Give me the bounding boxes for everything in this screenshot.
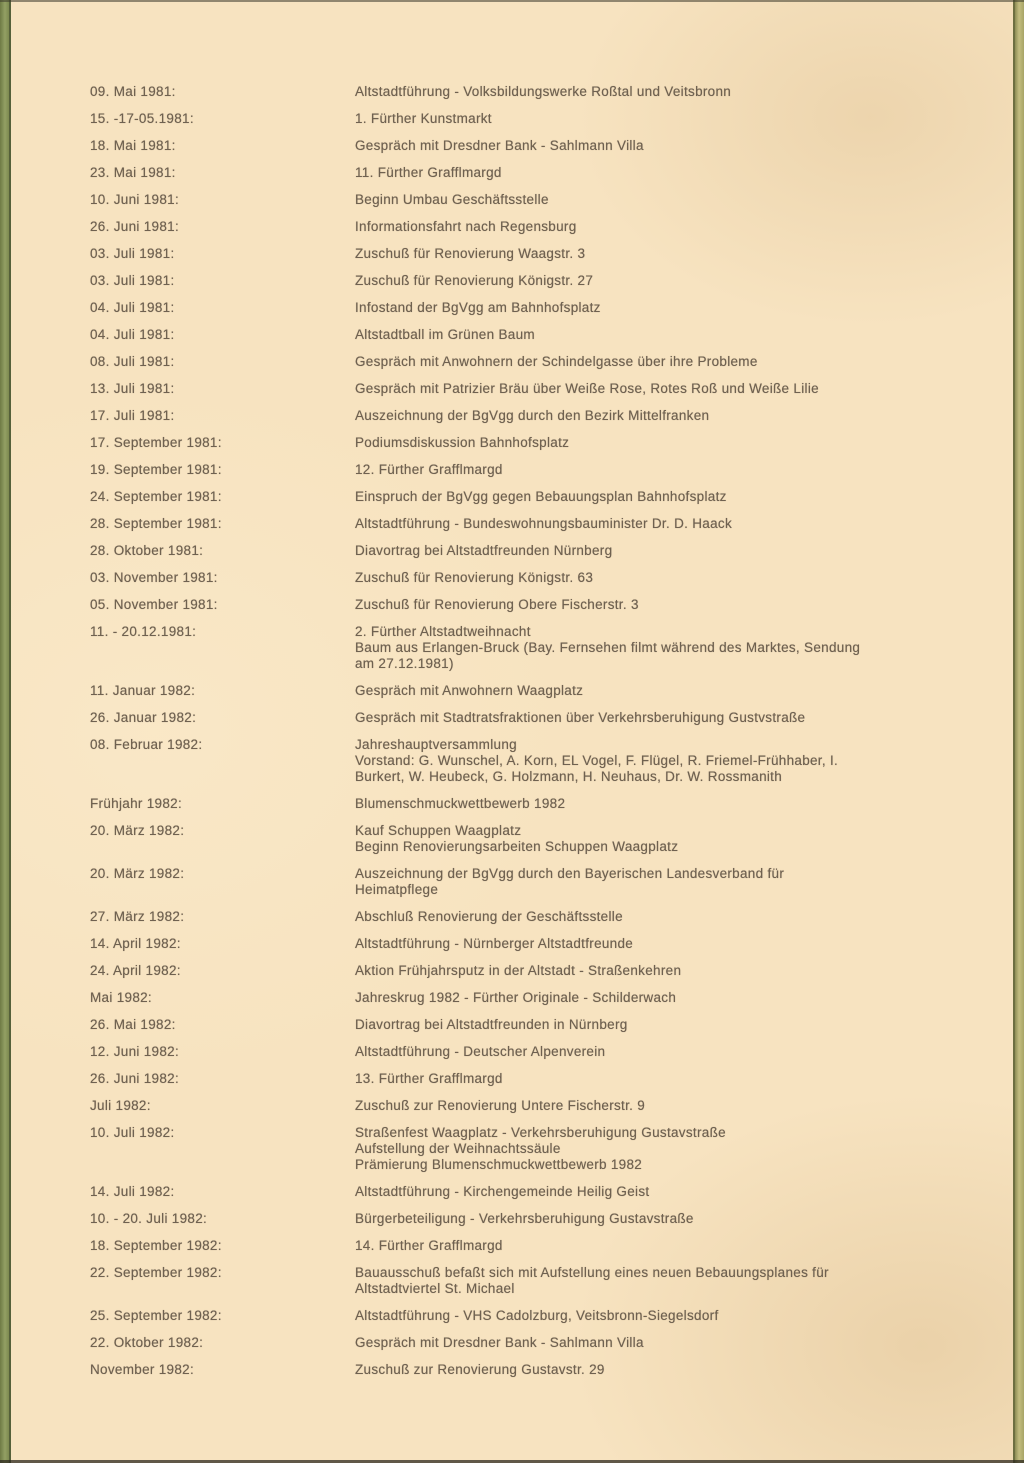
entry-description [355, 1125, 963, 1173]
timeline-entry [90, 354, 970, 370]
entry-description-line: 12. Fürther Grafflmargd [355, 462, 503, 477]
entry-description-line: Baum aus Erlangen-Bruck (Bay. Fernsehen filmt während des Marktes, Sendung [355, 640, 861, 655]
timeline-entry [90, 936, 970, 952]
entry-description [355, 737, 963, 785]
timeline-entry [90, 408, 970, 424]
entry-description-line: Kauf Schuppen Waagplatz [355, 823, 522, 838]
entry-description-line: 1. Fürther Kunstmarkt [355, 111, 492, 126]
entry-date: Mai 1982: [90, 990, 152, 1005]
entry-description-line: Jahreshauptversammlung [355, 737, 517, 752]
entry-description [355, 683, 963, 699]
entry-description [355, 462, 963, 478]
entry-description-line: Zuschuß für Renovierung Waagstr. 3 [355, 246, 586, 261]
entry-date: 28. Oktober 1981: [90, 543, 204, 558]
timeline-entry [90, 597, 970, 613]
entry-description [355, 936, 963, 952]
entry-date: 11. - 20.12.1981: [90, 624, 197, 639]
entry-description [355, 300, 963, 316]
timeline-entry [90, 165, 970, 181]
timeline-entry [90, 1211, 970, 1227]
entry-description-line: Beginn Renovierungsarbeiten Schuppen Waagplatz [355, 839, 679, 854]
entry-description-line: 11. Fürther Grafflmargd [355, 165, 502, 180]
entry-description-line: Informationsfahrt nach Regensburg [355, 219, 577, 234]
timeline-entry [90, 990, 970, 1006]
entry-description-line: Altstadtführung - VHS Cadolzburg, Veitsbronn-Siegelsdorf [355, 1308, 719, 1323]
timeline-entry [90, 192, 970, 208]
entry-description-line: Gespräch mit Stadtratsfraktionen über Verkehrsberuhigung Gustvstraße [355, 710, 806, 725]
entry-description-line: Zuschuß für Renovierung Königstr. 27 [355, 273, 594, 288]
entry-description-line: Podiumsdiskussion Bahnhofsplatz [355, 435, 570, 450]
entry-description [355, 1017, 963, 1033]
entry-description-line: Altstadtführung - Kirchengemeinde Heilig Geist [355, 1184, 650, 1199]
entry-description [355, 219, 963, 235]
entry-description [355, 796, 963, 812]
entry-date: 18. Mai 1981: [90, 138, 176, 153]
entry-description-line: Zuschuß für Renovierung Obere Fischerstr. 3 [355, 597, 639, 612]
entry-date: 12. Juni 1982: [90, 1044, 180, 1059]
entry-description-line: Altstadtführung - Nürnberger Altstadtfreunde [355, 936, 634, 951]
entry-description [355, 111, 963, 127]
timeline-entry [90, 1125, 970, 1173]
entry-description-line: Bauausschuß befaßt sich mit Aufstellung eines neuen Bebauungsplanes für [355, 1265, 829, 1280]
entry-description-line: Diavortrag bei Altstadtfreunden in Nürnberg [355, 1017, 628, 1032]
entry-description-line: Abschluß Renovierung der Geschäftsstelle [355, 909, 623, 924]
entry-description [355, 489, 963, 505]
timeline-entry [90, 138, 970, 154]
timeline-entry [90, 462, 970, 478]
entry-description [355, 138, 963, 154]
timeline-entry [90, 246, 970, 262]
entry-description-line: Einspruch der BgVgg gegen Bebauungsplan Bahnhofsplatz [355, 489, 727, 504]
entry-date: 03. November 1981: [90, 570, 218, 585]
timeline-entry [90, 570, 970, 586]
entry-date: Frühjahr 1982: [90, 796, 183, 811]
entry-description-line: Altstadtviertel St. Michael [355, 1281, 515, 1296]
timeline-entry [90, 1098, 970, 1114]
entry-description-line: Auszeichnung der BgVgg durch den Bezirk Mittelfranken [355, 408, 710, 423]
timeline-entry [90, 710, 970, 726]
entry-description-line: Altstadtführung - Volksbildungswerke Roßtal und Veitsbronn [355, 84, 732, 99]
entry-description [355, 990, 963, 1006]
entry-date: 26. Juni 1981: [90, 219, 180, 234]
entry-description [355, 597, 963, 613]
entry-description-line: Aufstellung der Weihnachtssäule [355, 1141, 561, 1156]
entry-description [355, 408, 963, 424]
entry-date: 08. Februar 1982: [90, 737, 203, 752]
entry-description-line: 2. Fürther Altstadtweihnacht [355, 624, 531, 639]
timeline-entry [90, 1184, 970, 1200]
entry-description [355, 246, 963, 262]
entry-date: 15. -17-05.1981: [90, 111, 194, 126]
entry-description-line: Heimatpflege [355, 882, 439, 897]
entry-description-line: Zuschuß zur Renovierung Untere Fischerstr. 9 [355, 1098, 646, 1113]
entry-date: 26. Juni 1982: [90, 1071, 180, 1086]
entry-date: 20. März 1982: [90, 866, 185, 881]
entry-description [355, 1308, 963, 1324]
entry-description [355, 354, 963, 370]
entry-date: Juli 1982: [90, 1098, 151, 1113]
timeline-entry [90, 1044, 970, 1060]
entry-date: 10. Juli 1982: [90, 1125, 175, 1140]
timeline-entry [90, 1308, 970, 1324]
entry-description [355, 963, 963, 979]
entry-date: 24. September 1981: [90, 489, 222, 504]
entry-description [355, 1265, 963, 1297]
entry-description-line: 14. Fürther Grafflmargd [355, 1238, 503, 1253]
entry-description-line: Zuschuß für Renovierung Königstr. 63 [355, 570, 594, 585]
entry-date: 28. September 1981: [90, 516, 222, 531]
entry-description [355, 866, 963, 898]
entry-date: 17. September 1981: [90, 435, 222, 450]
entry-description-line: Bürgerbeteiligung - Verkehrsberuhigung Gustavstraße [355, 1211, 694, 1226]
timeline-entry [90, 111, 970, 127]
timeline-entry [90, 963, 970, 979]
timeline-entry [90, 866, 970, 898]
timeline-entry [90, 84, 970, 100]
entry-date: 24. April 1982: [90, 963, 181, 978]
entry-description-line: am 27.12.1981) [355, 656, 454, 671]
entry-date: 23. Mai 1981: [90, 165, 176, 180]
entry-date: 25. September 1982: [90, 1308, 222, 1323]
timeline-entry [90, 273, 970, 289]
entry-date: 14. Juli 1982: [90, 1184, 175, 1199]
entry-description [355, 1211, 963, 1227]
entry-description [355, 624, 963, 672]
entry-description-line: Vorstand: G. Wunschel, A. Korn, EL Vogel, F. Flügel, R. Friemel-Frühhaber, I. [355, 753, 839, 768]
timeline-entry [90, 300, 970, 316]
entry-description-line: Altstadtball im Grünen Baum [355, 327, 535, 342]
entry-date: 26. Mai 1982: [90, 1017, 176, 1032]
entry-description-line: Infostand der BgVgg am Bahnhofsplatz [355, 300, 601, 315]
entry-date: 22. Oktober 1982: [90, 1335, 204, 1350]
timeline-entry [90, 1238, 970, 1254]
page-edge-right [1013, 0, 1024, 1463]
entry-description-line: Altstadtführung - Bundeswohnungsbauminister Dr. D. Haack [355, 516, 732, 531]
timeline-entry [90, 327, 970, 343]
entry-date: 13. Juli 1981: [90, 381, 175, 396]
timeline-entry [90, 1335, 970, 1351]
entry-description-line: Zuschuß zur Renovierung Gustavstr. 29 [355, 1362, 605, 1377]
entry-description [355, 1238, 963, 1254]
entry-description [355, 570, 963, 586]
entry-description [355, 516, 963, 532]
entry-date: 27. März 1982: [90, 909, 185, 924]
entry-date: 26. Januar 1982: [90, 710, 197, 725]
entry-description-line: Burkert, W. Heubeck, G. Holzmann, H. Neuhaus, Dr. W. Rossmanith [355, 769, 783, 784]
entry-description [355, 165, 963, 181]
book-spine-edge-left [0, 0, 11, 1463]
entry-date: 20. März 1982: [90, 823, 185, 838]
entry-date: 10. - 20. Juli 1982: [90, 1211, 208, 1226]
timeline-entry [90, 1265, 970, 1297]
entry-description [355, 543, 963, 559]
entry-description [355, 1071, 963, 1087]
entry-description [355, 1184, 963, 1200]
entry-description [355, 273, 963, 289]
timeline-entry [90, 1071, 970, 1087]
timeline-entry [90, 489, 970, 505]
entry-description-line: Beginn Umbau Geschäftsstelle [355, 192, 549, 207]
entry-date: 05. November 1981: [90, 597, 218, 612]
entry-description-line: Straßenfest Waagplatz - Verkehrsberuhigung Gustavstraße [355, 1125, 726, 1140]
entry-description-line: Blumenschmuckwettbewerb 1982 [355, 796, 566, 811]
entry-description-line: Jahreskrug 1982 - Fürther Originale - Schilderwach [355, 990, 677, 1005]
entry-date: 10. Juni 1981: [90, 192, 180, 207]
entry-description [355, 381, 963, 397]
entry-description-line: Auszeichnung der BgVgg durch den Bayerischen Landesverband für [355, 866, 785, 881]
entry-description [355, 1362, 963, 1378]
timeline-entry [90, 823, 970, 855]
entry-date: 11. Januar 1982: [90, 683, 196, 698]
timeline-entry [90, 1017, 970, 1033]
entry-description-line: Diavortrag bei Altstadtfreunden Nürnberg [355, 543, 613, 558]
entry-description [355, 1044, 963, 1060]
entry-date: 22. September 1982: [90, 1265, 222, 1280]
timeline-entry [90, 435, 970, 451]
entry-description [355, 823, 963, 855]
timeline-entry [90, 1362, 970, 1378]
timeline-entry [90, 796, 970, 812]
entry-description-line: Altstadtführung - Deutscher Alpenverein [355, 1044, 606, 1059]
entry-description-line: Gespräch mit Dresdner Bank - Sahlmann Villa [355, 138, 644, 153]
entry-description-line: 13. Fürther Grafflmargd [355, 1071, 503, 1086]
entry-date: 03. Juli 1981: [90, 246, 175, 261]
entry-description-line: Prämierung Blumenschmuckwettbewerb 1982 [355, 1157, 643, 1172]
entry-date: 19. September 1981: [90, 462, 222, 477]
entry-description [355, 192, 963, 208]
timeline-entry [90, 516, 970, 532]
entry-description [355, 84, 963, 100]
entry-date: 14. April 1982: [90, 936, 181, 951]
timeline-entry [90, 381, 970, 397]
entry-date: 04. Juli 1981: [90, 327, 175, 342]
timeline [90, 84, 970, 1389]
entry-description [355, 435, 963, 451]
entry-date: 18. September 1982: [90, 1238, 222, 1253]
timeline-entry [90, 683, 970, 699]
entry-description-line: Gespräch mit Dresdner Bank - Sahlmann Villa [355, 1335, 644, 1350]
entry-date: 03. Juli 1981: [90, 273, 175, 288]
entry-description-line: Gespräch mit Anwohnern der Schindelgasse über ihre Probleme [355, 354, 758, 369]
scan-edge-top [0, 0, 1024, 2]
timeline-entry [90, 909, 970, 925]
entry-date: 08. Juli 1981: [90, 354, 175, 369]
timeline-entry [90, 737, 970, 785]
entry-description-line: Gespräch mit Anwohnern Waagplatz [355, 683, 584, 698]
entry-date: November 1982: [90, 1362, 195, 1377]
timeline-entry [90, 219, 970, 235]
entry-date: 09. Mai 1981: [90, 84, 176, 99]
entry-description [355, 327, 963, 343]
entry-date: 04. Juli 1981: [90, 300, 175, 315]
entry-description-line: Gespräch mit Patrizier Bräu über Weiße Rose, Rotes Roß und Weiße Lilie [355, 381, 819, 396]
entry-description [355, 1335, 963, 1351]
timeline-entry [90, 543, 970, 559]
entry-description [355, 909, 963, 925]
entry-date: 17. Juli 1981: [90, 408, 175, 423]
timeline-entry [90, 624, 970, 672]
entry-description-line: Aktion Frühjahrsputz in der Altstadt - Straßenkehren [355, 963, 682, 978]
entry-description [355, 1098, 963, 1114]
entry-description [355, 710, 963, 726]
